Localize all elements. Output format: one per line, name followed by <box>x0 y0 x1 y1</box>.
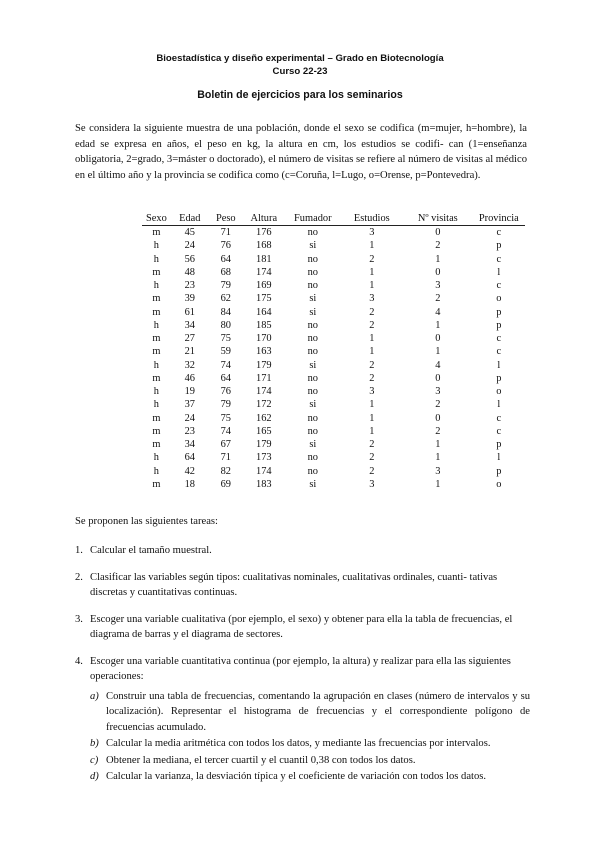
table-cell: no <box>307 253 318 265</box>
table-cell: c <box>496 280 502 292</box>
table-cell: 56 <box>184 253 195 265</box>
table-cell: m <box>152 425 161 437</box>
table-cell: 2 <box>369 359 375 371</box>
table-cell: 75 <box>220 333 231 345</box>
tasks-intro: Se proponen las siguientes tareas: <box>75 516 218 527</box>
table-cell: 39 <box>184 293 195 305</box>
table-cell: l <box>497 266 501 278</box>
task-item <box>75 543 530 559</box>
table-cell: 162 <box>256 412 272 424</box>
table-cell: no <box>307 227 318 239</box>
table-cell: o <box>496 293 502 305</box>
table-cell: 64 <box>220 372 231 384</box>
table-cell: p <box>496 439 502 451</box>
course-title: Bioestadística y diseño experimental – Grado en Biotecnología <box>156 53 444 64</box>
table-row <box>142 359 525 372</box>
subtask-text: Calcular la media aritmética con todos los datos, y mediante las frecuencias por intervalos. <box>106 738 491 749</box>
table-cell: 181 <box>256 253 272 265</box>
table-cell: 74 <box>220 425 231 437</box>
subtask-item <box>90 736 530 752</box>
course-year: Curso 22-23 <box>272 66 328 77</box>
data-table <box>142 211 525 491</box>
table-cell: 71 <box>220 227 231 239</box>
table-cell: 1 <box>435 478 441 490</box>
table-cell: 0 <box>435 412 441 424</box>
table-row <box>142 345 525 358</box>
table-cell: 2 <box>369 306 375 318</box>
table-row <box>142 239 525 252</box>
table-cell: 172 <box>256 399 272 411</box>
table-cell: no <box>307 425 318 437</box>
table-row <box>142 266 525 279</box>
table-cell: h <box>153 465 159 477</box>
table-row <box>142 253 525 266</box>
task-number: 2. <box>75 571 83 583</box>
table-cell: p <box>496 465 502 477</box>
table-cell: 48 <box>184 266 195 278</box>
table-cell: 84 <box>220 306 231 318</box>
table-cell: o <box>496 386 502 398</box>
subtask-letter: a) <box>90 690 99 702</box>
table-cell: 3 <box>369 386 375 398</box>
table-cell: 2 <box>435 425 441 437</box>
table-cell: 3 <box>435 280 441 292</box>
table-cell: h <box>153 280 159 292</box>
table-cell: 2 <box>369 372 375 384</box>
table-cell: 1 <box>435 346 441 358</box>
table-row <box>142 438 525 451</box>
table-cell: si <box>309 240 317 252</box>
table-cell: 174 <box>256 386 272 398</box>
table-cell: no <box>307 452 318 464</box>
table-cell: 59 <box>220 346 231 358</box>
table-row <box>142 385 525 398</box>
table-cell: 71 <box>220 452 231 464</box>
table-cell: c <box>496 227 502 239</box>
table-cell: m <box>152 439 161 451</box>
table-cell: 82 <box>220 465 231 477</box>
table-cell: 1 <box>435 452 441 464</box>
table-cell: 67 <box>220 439 231 451</box>
task-item <box>75 570 530 601</box>
table-cell: si <box>309 359 317 371</box>
task-item <box>75 612 530 643</box>
table-cell: 19 <box>184 386 195 398</box>
table-cell: 1 <box>369 412 375 424</box>
table-cell: si <box>309 399 317 411</box>
table-cell: 18 <box>184 478 195 490</box>
table-cell: m <box>152 306 161 318</box>
task-text: Escoger una variable cualitativa (por ejemplo, el sexo) y obtener para ella la tabla de frecuencias, el diagrama de barras y el diagrama de sectores. <box>90 613 513 640</box>
table-cell: h <box>153 386 159 398</box>
table-cell: 2 <box>435 399 441 411</box>
intro-paragraph: Se considera la siguiente muestra de una población, donde el sexo se codifica (m=mujer, h=hombre), la edad se expresa en años, el peso en kg, la altura en cm, los estudios se codifi- can (1=enseñanza obligatoria, 2=grado, 3=máster o doctorado), el número de visitas se refiere al número de visitas al médico en el último año y la provincia se codifica como (c=Coruña, l=Lugo, o=Orense, p=Pontevedra). <box>75 123 527 181</box>
table-cell: 64 <box>184 452 195 464</box>
table-cell: no <box>307 412 318 424</box>
table-cell: c <box>496 425 502 437</box>
table-cell: 183 <box>256 478 272 490</box>
table-row <box>142 425 525 438</box>
table-cell: 0 <box>435 333 441 345</box>
table-cell: m <box>152 478 161 490</box>
task-text: Calcular el tamaño muestral. <box>90 545 212 556</box>
table-cell: 2 <box>435 293 441 305</box>
table-cell: 42 <box>184 465 195 477</box>
table-cell: 74 <box>220 359 231 371</box>
table-cell: 3 <box>369 293 375 305</box>
table-row <box>142 319 525 332</box>
table-cell: 3 <box>435 465 441 477</box>
subtask-letter: d) <box>90 771 99 782</box>
table-cell: m <box>152 227 161 239</box>
table-cell: 2 <box>435 240 441 252</box>
table-row <box>142 226 525 240</box>
table-cell: h <box>153 240 159 252</box>
column-header: Altura <box>243 211 285 226</box>
table-cell: no <box>307 386 318 398</box>
table-row <box>142 398 525 411</box>
task-text: Clasificar las variables según tipos: cualitativas nominales, cualitativas ordinales, cuanti- tativas discretas y cuantitativas continuas. <box>90 571 498 598</box>
table-cell: 32 <box>184 359 195 371</box>
table-cell: no <box>307 333 318 345</box>
column-header: Estudios <box>341 211 403 226</box>
table-cell: m <box>152 333 161 345</box>
table-cell: 179 <box>256 359 272 371</box>
table-cell: 2 <box>369 452 375 464</box>
table-cell: 0 <box>435 266 441 278</box>
table-cell: c <box>496 333 502 345</box>
table-cell: c <box>496 253 502 265</box>
table-row <box>142 412 525 425</box>
table-cell: 2 <box>369 319 375 331</box>
table-cell: 170 <box>256 333 272 345</box>
table-row <box>142 306 525 319</box>
column-header: Edad <box>171 211 209 226</box>
table-cell: 45 <box>184 227 195 239</box>
table-cell: 21 <box>184 346 195 358</box>
table-cell: p <box>496 319 502 331</box>
table-cell: h <box>153 399 159 411</box>
table-cell: 4 <box>435 306 441 318</box>
table-cell: o <box>496 478 502 490</box>
table-cell: 1 <box>369 280 375 292</box>
table-cell: si <box>309 439 317 451</box>
task-item <box>75 654 530 785</box>
table-cell: 23 <box>184 280 195 292</box>
table-cell: 34 <box>184 319 195 331</box>
table-cell: 163 <box>256 346 272 358</box>
table-cell: 1 <box>369 266 375 278</box>
table-cell: 2 <box>369 253 375 265</box>
table-cell: 171 <box>256 372 272 384</box>
column-header: Nº visitas <box>403 211 473 226</box>
table-cell: 61 <box>184 306 195 318</box>
table-cell: 175 <box>256 293 272 305</box>
table-cell: 173 <box>256 452 272 464</box>
subtask-item <box>90 689 530 736</box>
subtask-letter: b) <box>90 738 99 749</box>
table-cell: 165 <box>256 425 272 437</box>
table-cell: m <box>152 346 161 358</box>
column-header: Provincia <box>473 211 525 226</box>
table-cell: no <box>307 280 318 292</box>
table-cell: c <box>496 412 502 424</box>
table-cell: 68 <box>220 266 231 278</box>
table-cell: si <box>309 306 317 318</box>
table-cell: no <box>307 346 318 358</box>
document-title: Boletin de ejercicios para los seminarios <box>197 89 403 101</box>
table-cell: si <box>309 478 317 490</box>
table-row <box>142 451 525 464</box>
table-cell: l <box>497 359 501 371</box>
table-cell: p <box>496 306 502 318</box>
table-row <box>142 372 525 385</box>
table-cell: 1 <box>435 253 441 265</box>
table-cell: 2 <box>369 465 375 477</box>
table-cell: 1 <box>369 399 375 411</box>
table-cell: 69 <box>220 478 231 490</box>
subtask-letter: c) <box>90 754 99 766</box>
table-cell: 2 <box>369 439 375 451</box>
table-cell: m <box>152 266 161 278</box>
table-row <box>142 292 525 305</box>
table-cell: 3 <box>369 478 375 490</box>
table-cell: 1 <box>435 439 441 451</box>
table-cell: 169 <box>256 280 272 292</box>
table-cell: si <box>309 293 317 305</box>
task-text: Escoger una variable cuantitativa continua (por ejemplo, la altura) y realizar para ella las siguientes operaciones: <box>90 655 511 682</box>
column-header: Peso <box>209 211 243 226</box>
table-cell: 1 <box>369 346 375 358</box>
table-cell: h <box>153 359 159 371</box>
table-cell: c <box>496 346 502 358</box>
table-cell: 174 <box>256 266 272 278</box>
table-cell: 27 <box>184 333 195 345</box>
table-cell: 174 <box>256 465 272 477</box>
table-cell: h <box>153 452 159 464</box>
table-row <box>142 478 525 491</box>
table-cell: 24 <box>184 240 195 252</box>
table-cell: 64 <box>220 253 231 265</box>
table-cell: p <box>496 372 502 384</box>
table-cell: 46 <box>184 372 195 384</box>
table-row <box>142 465 525 478</box>
subtask-text: Calcular la varianza, la desviación típica y el coeficiente de variación con todos los datos. <box>106 771 487 782</box>
table-cell: 23 <box>184 425 195 437</box>
table-cell: 3 <box>435 386 441 398</box>
table-cell: l <box>497 399 501 411</box>
table-cell: 4 <box>435 359 441 371</box>
table-cell: no <box>307 266 318 278</box>
subtask-list <box>90 689 530 785</box>
subtask-text: Obtener la mediana, el tercer cuartil y el cuantil 0,38 con todos los datos. <box>106 754 416 766</box>
subtask-text: Construir una tabla de frecuencias, comentando la agrupación en clases (número de intervalos y su localización). Representar el histograma de frecuencias y el correspondiente polígono de frecuencias acumulado. <box>106 690 530 733</box>
table-cell: 1 <box>369 240 375 252</box>
table-cell: 76 <box>220 240 231 252</box>
table-cell: p <box>496 240 502 252</box>
table-cell: 1 <box>435 319 441 331</box>
task-number: 3. <box>75 613 83 625</box>
table-cell: no <box>307 372 318 384</box>
table-cell: 79 <box>220 399 231 411</box>
table-cell: m <box>152 412 161 424</box>
table-cell: 79 <box>220 280 231 292</box>
table-cell: 1 <box>369 425 375 437</box>
table-row <box>142 332 525 345</box>
subtask-item <box>90 753 530 769</box>
table-cell: 179 <box>256 439 272 451</box>
table-cell: 76 <box>220 386 231 398</box>
table-cell: 176 <box>256 227 272 239</box>
table-cell: 80 <box>220 319 231 331</box>
table-cell: m <box>152 293 161 305</box>
table-cell: l <box>497 452 501 464</box>
table-cell: 37 <box>184 399 195 411</box>
table-cell: no <box>307 465 318 477</box>
table-cell: 0 <box>435 372 441 384</box>
subtask-item <box>90 769 530 785</box>
table-cell: 34 <box>184 439 195 451</box>
table-cell: 3 <box>369 227 375 239</box>
task-number: 1. <box>75 545 83 556</box>
table-cell: 62 <box>220 293 231 305</box>
table-cell: 168 <box>256 240 272 252</box>
table-cell: 75 <box>220 412 231 424</box>
column-header: Fumador <box>285 211 341 226</box>
task-list <box>75 532 530 785</box>
table-cell: 1 <box>369 333 375 345</box>
table-cell: h <box>153 253 159 265</box>
table-cell: h <box>153 319 159 331</box>
table-cell: 185 <box>256 319 272 331</box>
table-cell: 0 <box>435 227 441 239</box>
table-cell: 24 <box>184 412 195 424</box>
column-header: Sexo <box>142 211 171 226</box>
table-row <box>142 279 525 292</box>
table-cell: no <box>307 319 318 331</box>
table-cell: 164 <box>256 306 272 318</box>
table-cell: m <box>152 372 161 384</box>
task-number: 4. <box>75 655 83 667</box>
